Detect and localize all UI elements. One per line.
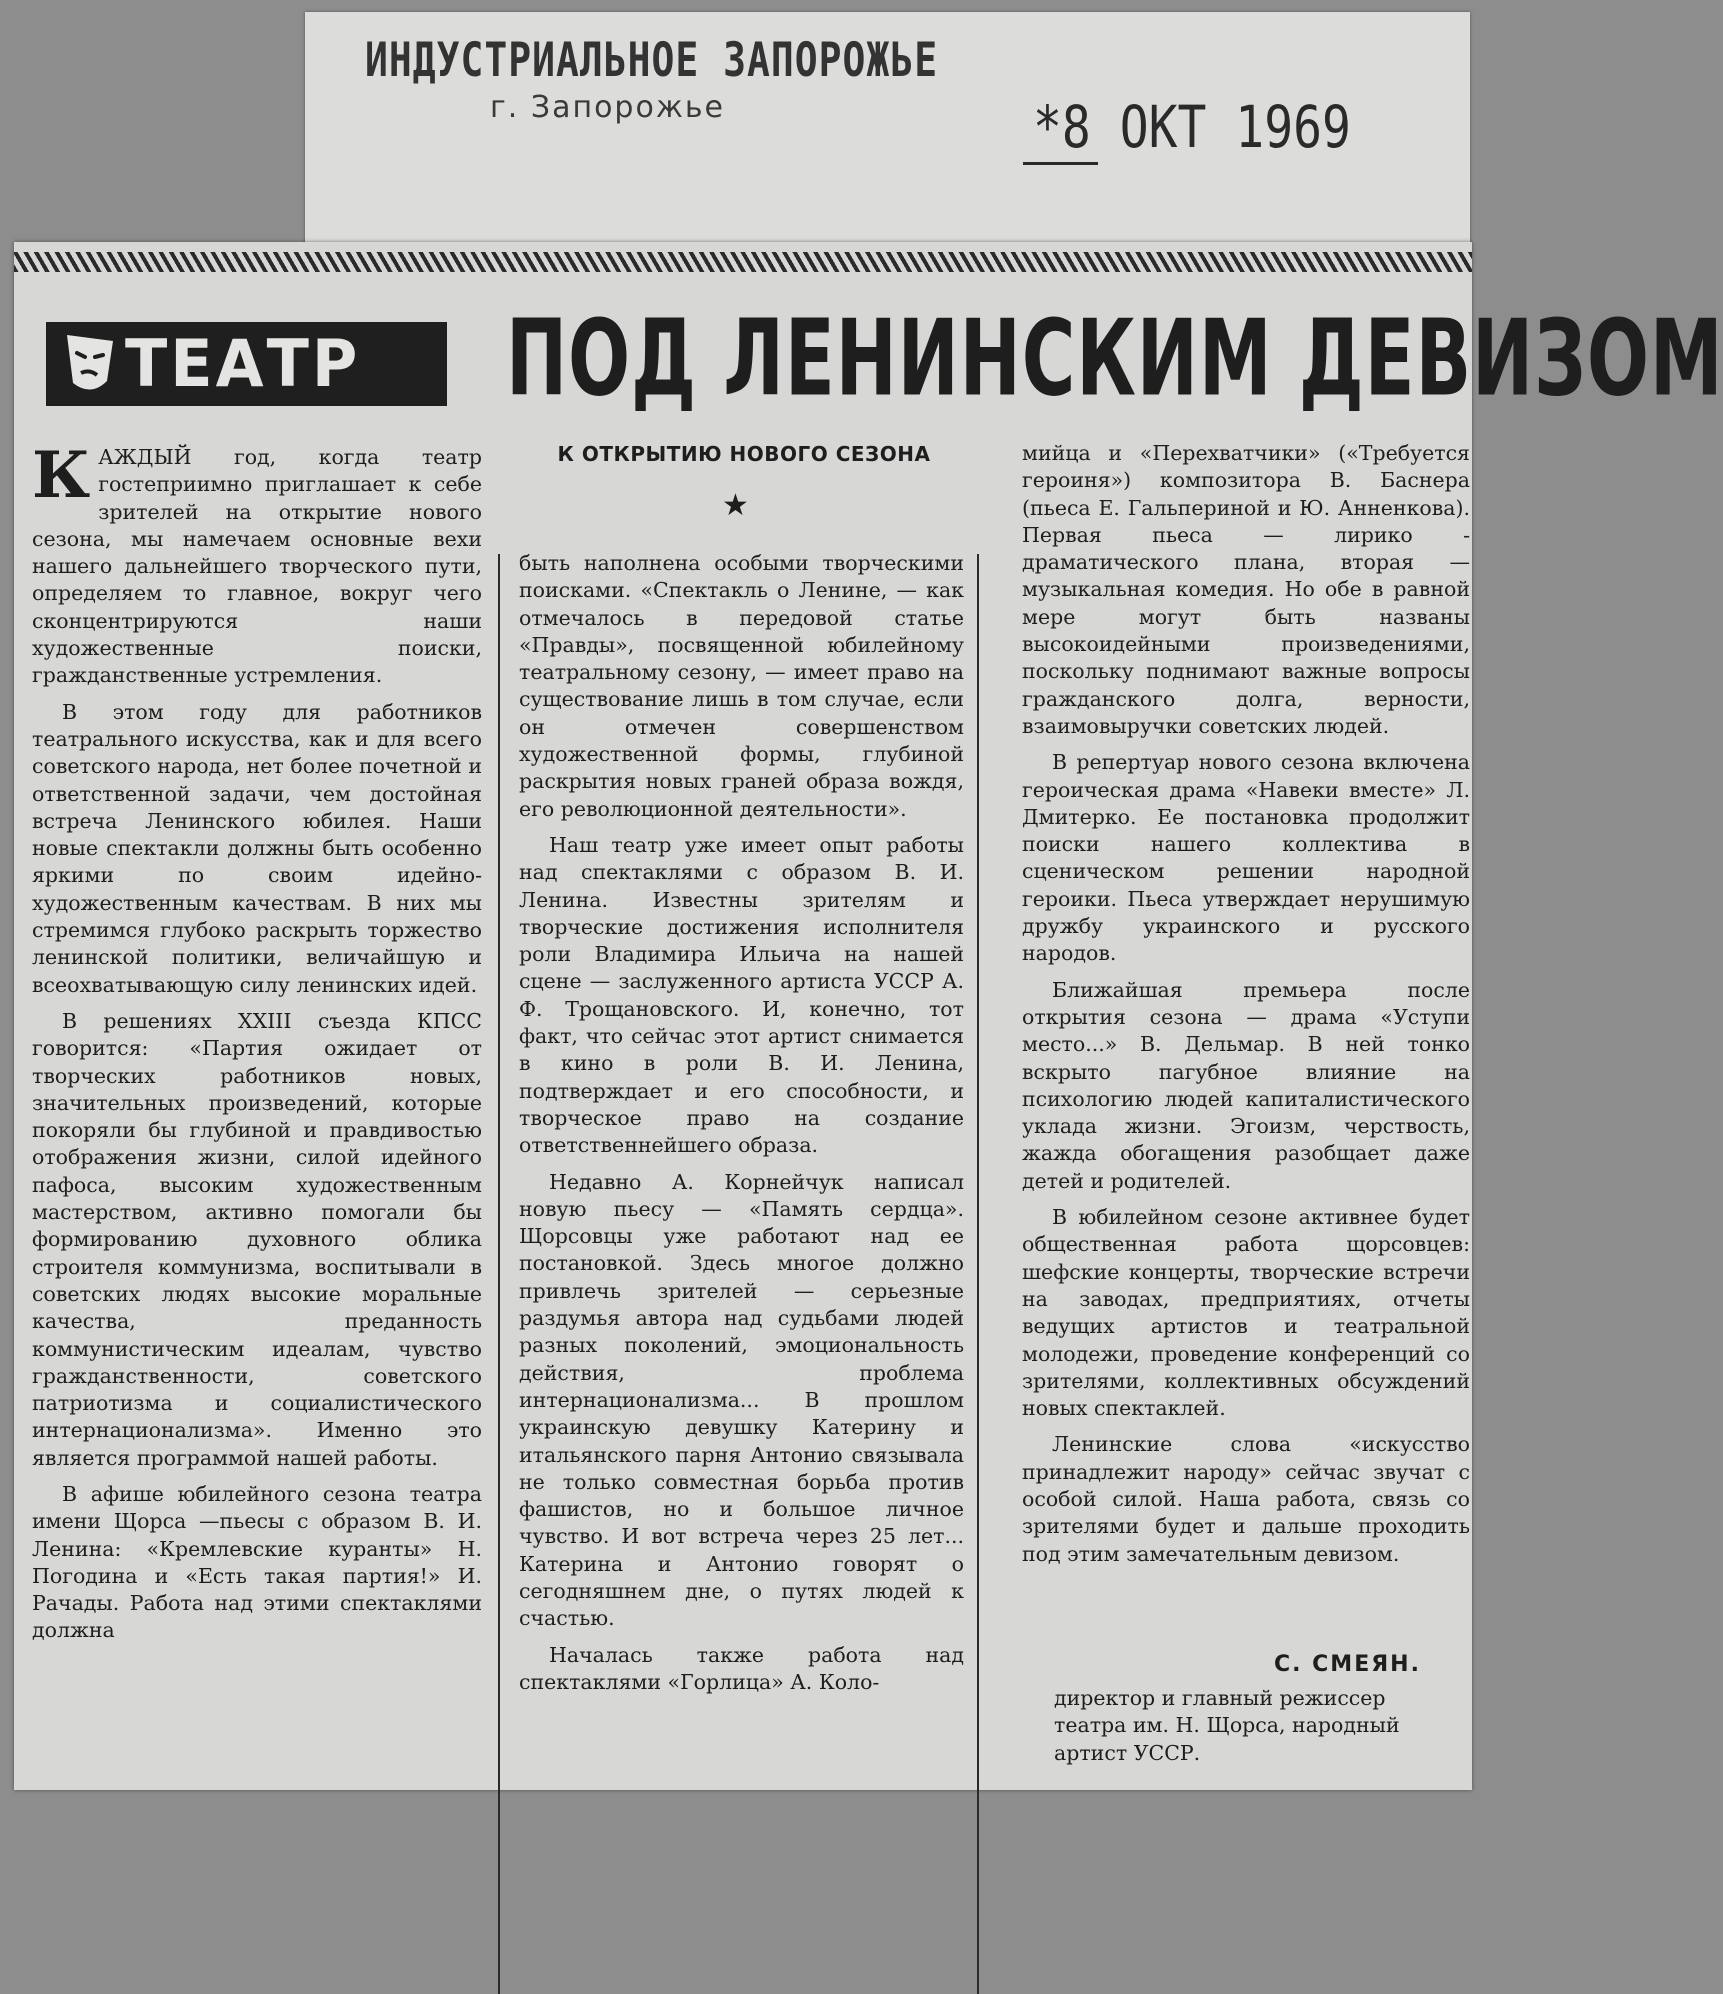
article-subhead: К ОТКРЫТИЮ НОВОГО СЕЗОНА <box>557 442 931 466</box>
author-title: директор и главный режиссер театра им. Н. Щорса, народный артист УССР. <box>1054 1686 1400 1765</box>
paragraph: мийца и «Перехватчики» («Требуется героиня») композитора В. Баснера (пьеса Е. Гальпериной и Ю. Анненкова). Первая пьеса — лирико - драматического плана, вторая — музыкальная комедия. Но обе в равной мере могут быть названы высокоидейными произведениями, поскольку поднимают важные вопросы гражданского долга, верности, взаимовыручки советских людей. <box>1022 441 1470 738</box>
paragraph: быть наполнена особыми творческими поисками. «Спектакль о Ленине, — как отмечалось в передовой статье «Правды», посвященной юбилейному театральному сезону, — имеет право на существование лишь в том случае, если он отмечен совершенством художественной формы, глубиной раскрытия новых граней образа вождя, его революционной деятельности». <box>519 551 964 821</box>
archive-stamp-card <box>305 12 1470 262</box>
article-column-1 <box>32 438 482 1654</box>
paragraph: Началась также работа над спектаклями «Горлица» А. Коло- <box>519 1642 964 1694</box>
paragraph: В решениях XXIII съезда КПСС говорится: «Партия ожидает от творческих работников новых, значительных произведений, которые покоряли бы глубиной и правдивостью отображения жизни, силой идейного пафоса, высоким художественным мастерством, активно помогали бы формированию духовного облика строителя коммунизма, воспитывали в советских людях высокие моральные качества, преданность коммунистическим идеалам, чувство гражданственности, советского патриотизма и социалистического интернационализма». Именно это является программой нашей работы. <box>32 1008 482 1470</box>
paragraph <box>32 438 482 690</box>
author-signature: С. СМЕЯН. <box>1274 1652 1421 1677</box>
article-column-3 <box>1022 440 1470 1577</box>
paragraph: Ближайшая премьера после открытия сезона — драма «Уступи место...» В. Дельмар. В ней тонко вскрыто пагубное влияние на психологию людей капиталистического уклада жизни. Эгоизм, черствость, жажда обогащения разобщает даже детей и родителей. <box>1022 977 1470 1193</box>
newspaper-name-stamp: ИНДУСТРИАЛЬНОЕ ЗАПОРОЖЬЕ <box>365 32 939 87</box>
date-stamp: *8 ОКТ 1969 <box>1033 94 1351 162</box>
column-rule-right <box>977 554 979 1994</box>
paragraph: В афише юбилейного сезона театра имени Щорса —пьесы с образом В. И. Ленина: «Кремлевские куранты» Н. Погодина и «Есть такая партия!» И. Рачады. Работа над этими спектаклями должна <box>32 1481 482 1643</box>
column-rule-left <box>498 554 500 1994</box>
star-separator: ★ <box>722 488 749 523</box>
paragraph: Недавно А. Корнейчук написал новую пьесу — «Память сердца». Щорсовцы уже работают над ее постановкой. Здесь многое должно привлечь зрителей — серьезные раздумья автора над судьбами людей разных поколений, эмоциональность действия, проблема интернационализма... В прошлом украинскую девушку Катерину и итальянского парня Антонио связывала не только совместная борьба против фашистов, но и большое личное чувство. И вот встреча через 25 лет... Катерина и Антонио говорят о сегодняшнем дне, о путях людей к счастью. <box>519 1169 964 1631</box>
paragraph-text: АЖДЫЙ год, когда театр гостеприимно приглашает к себе зрителей на открытие нового сезона, мы намечаем основные вехи нашего дальнейшего творческого пути, определяем то главное, вокруг чего сконцентрируются наши художественные поиски, гражданственные устремления. <box>32 445 482 688</box>
rubric-label: ТЕАТР <box>125 325 361 402</box>
hatched-border <box>14 252 1472 272</box>
drop-cap: К <box>32 438 91 513</box>
paragraph: Наш театр уже имеет опыт работы над спектаклями с образом В. И. Ленина. Известны зрителям и творческие достижения исполнителя роли Владимира Ильича на нашей сцене — заслуженного артиста УССР А. Ф. Трощановского. И, конечно, тот факт, что сейчас этот артист снимается в кино в роли В. И. Ленина, подтверждает и его способности, и творческое право на создание ответственнейшего образа. <box>519 832 964 1158</box>
paragraph: В юбилейном сезоне активнее будет общественная работа щорсовцев: шефские концерты, творческие встречи на заводах, предприятиях, отчеты ведущих артистов и театральной молодежи, проведение конференций со зрителями, коллективных обсуждений новых спектаклей. <box>1022 1205 1470 1421</box>
newspaper-city-stamp: г. Запорожье <box>490 90 725 125</box>
article-headline: ПОД ЛЕНИНСКИМ ДЕВИЗОМ <box>506 298 1723 420</box>
article-column-2 <box>519 550 964 1705</box>
paragraph: В этом году для работников театрального искусства, как и для всего советского народа, нет более почетной и ответственной задачи, чем достойная встреча Ленинского юбилея. Наши новые спектакли должны быть особенно яркими по своим идейно-художественным качествам. В них мы стремимся глубоко раскрыть торжество ленинской политики, величайшую и всеохватывающую силу ленинских идей. <box>32 699 482 997</box>
theatre-mask-icon <box>61 331 119 397</box>
paragraph: Ленинские слова «искусство принадлежит народу» сейчас звучат с особой силой. Наша работа, связь со зрителями будет и дальше проходить под этим замечательным девизом. <box>1022 1432 1470 1566</box>
newspaper-clipping <box>14 242 1723 1790</box>
date-underline <box>1023 162 1098 165</box>
rubric-banner <box>46 322 447 406</box>
paragraph: В репертуар нового сезона включена героическая драма «Навеки вместе» Л. Дмитерко. Ее постановка продолжит поиски нашего коллектива в сценическом решении народной героики. Пьеса утверждает нерушимую дружбу украинского и русского народов. <box>1022 750 1470 966</box>
